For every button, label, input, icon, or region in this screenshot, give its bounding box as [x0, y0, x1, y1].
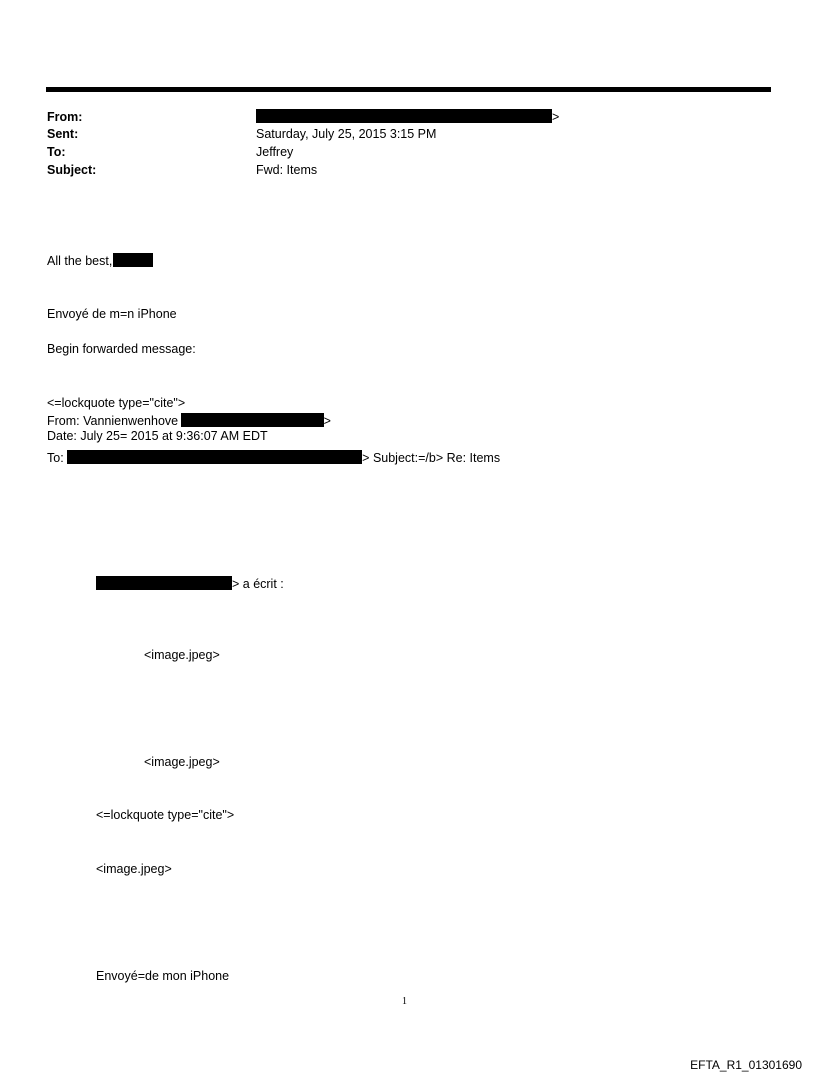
- signoff-text: All the best,: [47, 254, 113, 268]
- redaction-bar: [67, 450, 362, 464]
- fwd-from-suffix: >: [323, 414, 331, 428]
- sent-from-line: Envoyé de m=n iPhone: [47, 307, 177, 321]
- to-value: Jeffrey: [256, 145, 294, 159]
- wrote-line: [96, 576, 284, 592]
- fwd-to-prefix: To:: [47, 451, 64, 465]
- to-label: To:: [47, 145, 66, 159]
- from-value: [256, 109, 559, 125]
- signoff-line: [47, 253, 153, 269]
- redaction-bar: [181, 413, 324, 427]
- sent-from-line: Envoyé=de mon iPhone: [96, 969, 230, 983]
- blockquote-tag: <=lockquote type="cite">: [96, 808, 235, 822]
- page-number: 1: [402, 996, 407, 1007]
- fwd-from-line: [47, 413, 331, 429]
- from-suffix: >: [552, 110, 560, 124]
- redaction-bar: [96, 576, 232, 590]
- from-label: From:: [47, 110, 83, 124]
- image-placeholder: <image.jpeg>: [96, 862, 172, 876]
- redaction-bar: [256, 109, 552, 123]
- subject-label: Subject:: [47, 163, 97, 177]
- bates-id: EFTA_R1_01301690: [690, 1058, 802, 1072]
- wrote-suffix: > a écrit :: [232, 577, 284, 591]
- image-placeholder: <image.jpeg>: [144, 755, 220, 769]
- sent-label: Sent:: [47, 127, 79, 141]
- forward-intro: Begin forwarded message:: [47, 342, 196, 356]
- blockquote-tag: <=lockquote type="cite">: [47, 396, 186, 410]
- header-divider: [46, 87, 771, 92]
- sent-value: Saturday, July 25, 2015 3:15 PM: [256, 127, 437, 141]
- fwd-from-prefix: From: Vannienwenhove: [47, 414, 179, 428]
- image-placeholder: <image.jpeg>: [144, 648, 220, 662]
- fwd-to-suffix: > Subject:=/b> Re: Items: [362, 451, 501, 465]
- fwd-date-line: Date: July 25= 2015 at 9:36:07 AM EDT: [47, 429, 268, 443]
- subject-value: Fwd: Items: [256, 163, 318, 177]
- fwd-to-line: [47, 450, 500, 466]
- redaction-bar: [113, 253, 153, 267]
